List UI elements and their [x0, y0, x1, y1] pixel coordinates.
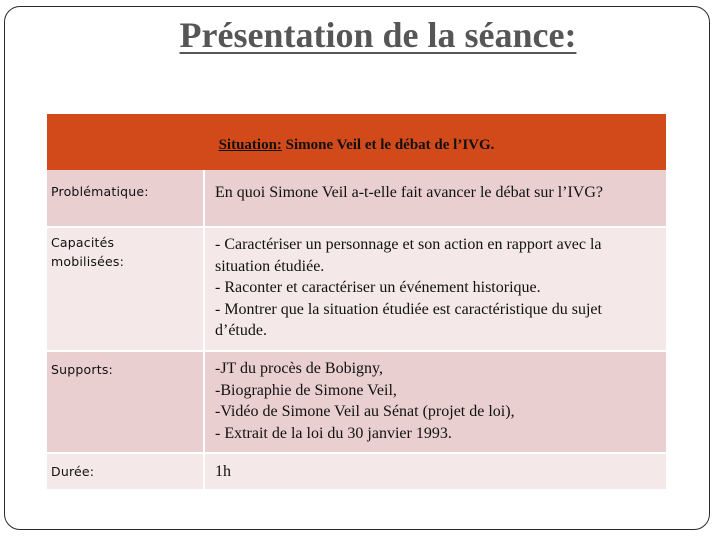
row-label: [47, 227, 204, 351]
details-table: [47, 170, 666, 491]
row-label: Supports:: [47, 351, 204, 453]
row-value: [204, 227, 666, 351]
value-line: d’étude.: [215, 322, 267, 339]
value-line: -JT du procès de Bobigny,: [215, 360, 383, 377]
table-row-problematique: [47, 170, 666, 227]
value-line: - Raconter et caractériser un événement historique.: [215, 279, 541, 296]
row-value: [204, 170, 666, 227]
table-row-capacites: [47, 227, 666, 351]
table-header: [47, 114, 666, 170]
header-text: [47, 137, 666, 154]
row-label: Durée:: [47, 453, 204, 490]
row-label: Problématique:: [47, 170, 204, 227]
value-line: -Vidéo de Simone Veil au Sénat (projet de loi),: [215, 403, 515, 420]
label-line: Capacités: [51, 235, 115, 250]
slide-title: Présentation de la séance:: [179, 15, 577, 55]
header-situation-value: Simone Veil et le débat de l’IVG.: [281, 137, 495, 153]
header-situation-key: Situation:: [218, 137, 282, 153]
value-line: - Extrait de la loi du 30 janvier 1993.: [215, 424, 452, 442]
value-line: situation étudiée.: [215, 257, 325, 275]
value-line: -Biographie de Simone Veil,: [215, 381, 397, 399]
label-line: mobilisées:: [51, 254, 124, 269]
value-line: - Caractériser un personnage et son action en rapport avec la: [215, 236, 602, 253]
table-row-supports: [47, 351, 666, 453]
value-line: 1h: [215, 463, 231, 480]
value-line: - Montrer que la situation étudiée est caractéristique du sujet: [215, 300, 602, 318]
row-value: [204, 351, 666, 453]
value-line: En quoi Simone Veil a-t-elle fait avancer le débat sur l’IVG?: [215, 184, 604, 201]
session-table: [47, 114, 666, 491]
row-value: [204, 453, 666, 490]
table-row-duree: [47, 453, 666, 490]
